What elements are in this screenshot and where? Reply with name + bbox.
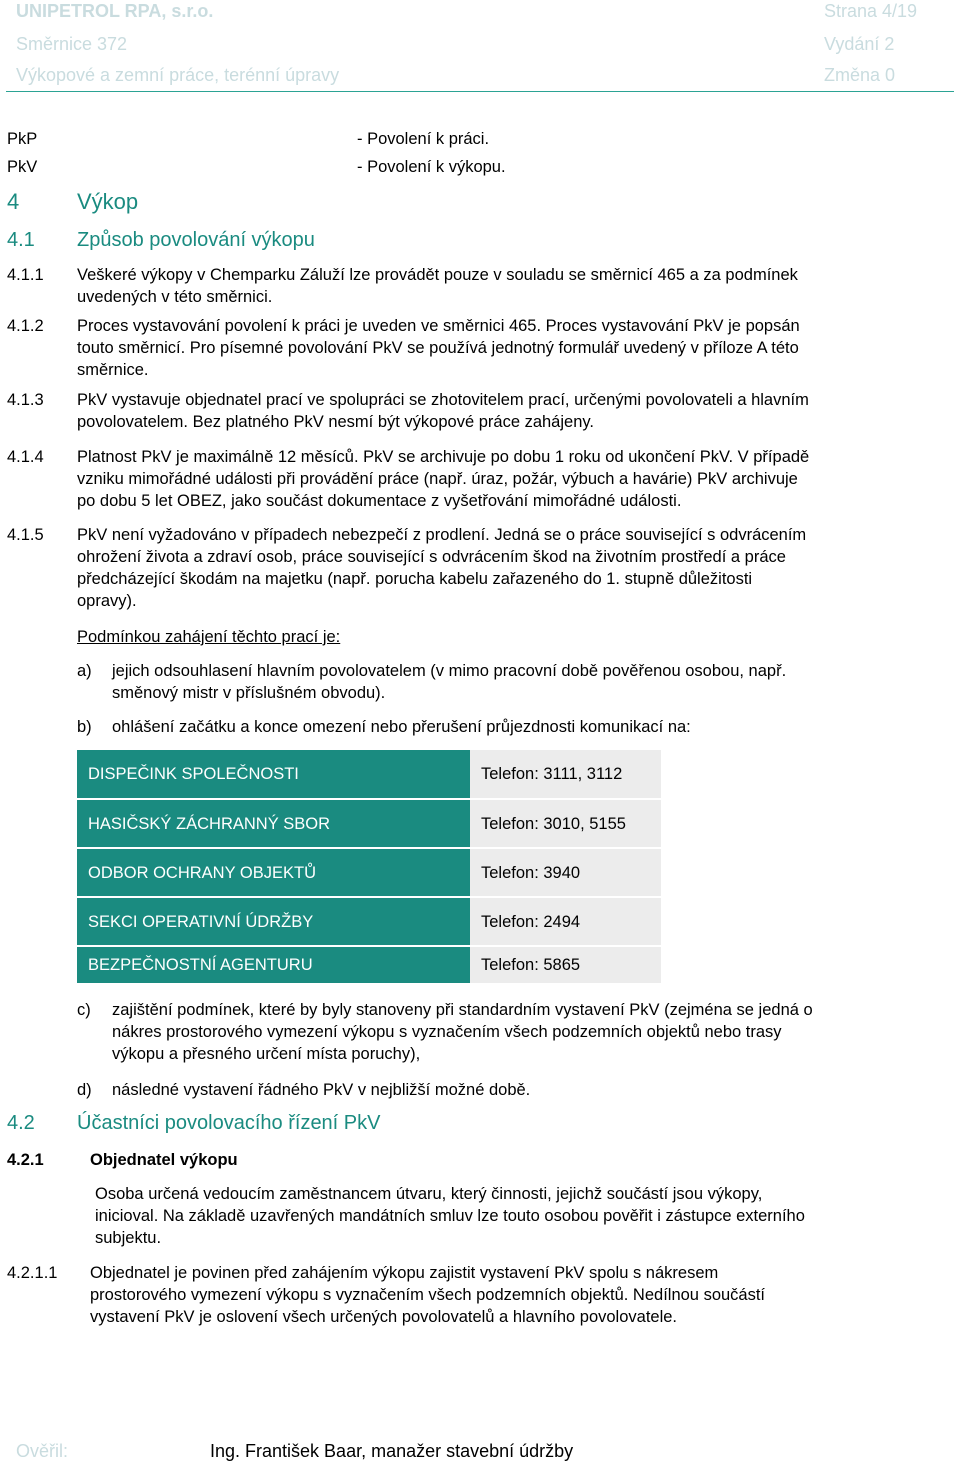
text-line: Osoba určená vedoucím zaměstnancem útvaru, který činnosti, jejichž součástí jsou výkopy, — [95, 1185, 763, 1203]
text-line: zajištění podmínek, které by byly stanoveny při standardním vystavení PkV (zejména se jedná o — [112, 1001, 813, 1019]
text-line: opravy). — [77, 592, 137, 610]
contact-phone: Telefon: 2494 — [470, 897, 661, 946]
para-4-1-4-number: 4.1.4 — [7, 448, 44, 466]
para-4-2-1 — [95, 1183, 805, 1249]
table-row — [77, 848, 661, 897]
section-4-1-number: 4.1 — [7, 229, 35, 251]
directive-number: Směrnice 372 — [16, 34, 128, 54]
list-c-label: c) — [77, 1001, 91, 1019]
para-4-2-1-1 — [90, 1262, 765, 1328]
table-row — [77, 750, 661, 799]
section-4-2-number: 4.2 — [7, 1112, 35, 1134]
text-line: Objednatel je povinen před zahájením výkopu zajistit vystavení PkV spolu s nákresem — [90, 1264, 719, 1282]
text-line: PkV není vyžadováno v případech nebezpečí z prodlení. Jedná se o práce související s odvrácením — [77, 526, 807, 544]
para-4-1-5-number: 4.1.5 — [7, 526, 44, 544]
contact-name: HASIČSKÝ ZÁCHRANNÝ SBOR — [77, 799, 470, 848]
abbr-pkv: PkV — [7, 158, 38, 176]
list-a-label: a) — [77, 662, 92, 680]
section-4-number: 4 — [7, 189, 20, 214]
text-line: směnový mistr v příslušném obvodu). — [112, 684, 386, 702]
company-name: UNIPETROL RPA, s.r.o. — [16, 1, 214, 21]
abbr-pkp-desc: - Povolení k práci. — [357, 130, 490, 148]
text-line: nákres prostorového vymezení výkopu s vyznačením všech podzemních objektů nebo trasy — [112, 1023, 782, 1041]
text-line: Veškeré výkopy v Chemparku Záluží lze provádět pouze v souladu se směrnicí 465 a za podmínek — [77, 266, 798, 284]
text-line: povolovatelem. Bez platného PkV nesmí být výkopové práce zahájeny. — [77, 413, 594, 431]
para-4-1-3 — [77, 389, 947, 433]
footer-label: Ověřil: — [16, 1441, 69, 1461]
list-a-text — [112, 660, 786, 704]
contact-phone: Telefon: 3940 — [470, 848, 661, 897]
list-c-text — [112, 999, 813, 1065]
para-4-1-2 — [77, 315, 947, 381]
text-line: Proces vystavování povolení k práci je uveden ve směrnici 465. Proces vystavování PkV je popsán — [77, 317, 800, 335]
section-4-1-title: Způsob povolování výkopu — [77, 229, 315, 251]
para-4-1-2-number: 4.1.2 — [7, 317, 44, 335]
text-line: subjektu. — [95, 1229, 162, 1247]
table-row — [77, 799, 661, 848]
contacts-table — [77, 750, 661, 985]
contact-name: ODBOR OCHRANY OBJEKTŮ — [77, 848, 470, 897]
text-line: touto směrnicí. Pro písemné povolování PkV se používá jednotný formulář uvedený v příloze A této — [77, 339, 799, 357]
para-4-1-5 — [77, 524, 947, 612]
para-4-1-3-number: 4.1.3 — [7, 391, 44, 409]
text-line: PkV vystavuje objednatel prací ve spolupráci se zhotovitelem prací, určenými povolovateli a hlavním — [77, 391, 809, 409]
edition: Vydání 2 — [824, 34, 895, 54]
abbr-pkp: PkP — [7, 130, 38, 148]
contact-name: DISPEČINK SPOLEČNOSTI — [77, 750, 470, 799]
text-line: ohrožení života a zdraví osob, práce související s odvrácením škod na životním prostředí a práce — [77, 548, 786, 566]
text-line: vystavení PkV je oslovení všech určených povolovatelů a hlavního povolovatele. — [90, 1308, 678, 1326]
para-4-1-4 — [77, 446, 947, 512]
text-line: jejich odsouhlasení hlavním povolovatelem (v mimo pracovní době pověřenou osobou, např. — [112, 662, 787, 680]
section-4-2-1-number: 4.2.1 — [7, 1151, 44, 1169]
section-4-2-1-title: Objednatel výkopu — [90, 1151, 238, 1169]
document-subject: Výkopové a zemní práce, terénní úpravy — [16, 65, 340, 85]
text-line: předcházející škodám na majetku (např. porucha kabelu zařazeného do 1. stupně důležitosti — [77, 570, 753, 588]
table-row — [77, 946, 661, 984]
list-b-text: ohlášení začátku a konce omezení nebo přerušení průjezdnosti komunikací na: — [112, 718, 691, 736]
text-line: Platnost PkV je maximálně 12 měsíců. PkV se archivuje po dobu 1 roku od ukončení PkV. V případě — [77, 448, 810, 466]
contact-name: BEZPEČNOSTNÍ AGENTURU — [77, 946, 470, 984]
contact-phone: Telefon: 3010, 5155 — [470, 799, 661, 848]
change-number: Změna 0 — [824, 65, 896, 85]
page-number: Strana 4/19 — [824, 1, 918, 21]
text-line: uvedených v této směrnici. — [77, 288, 273, 306]
section-4-2-title: Účastníci povolovacího řízení PkV — [77, 1112, 381, 1134]
list-d-label: d) — [77, 1081, 92, 1099]
text-line: vzniku mimořádné události při provádění práce (např. úraz, požár, výbuch a havárie) PkV archivuje — [77, 470, 798, 488]
condition-heading: Podmínkou zahájení těchto prací je: — [77, 628, 341, 646]
text-line: směrnice. — [77, 361, 149, 379]
text-line: výkopu a přesného určení místa poruchy), — [112, 1045, 421, 1063]
header-divider — [6, 91, 954, 92]
contact-name: SEKCI OPERATIVNÍ ÚDRŽBY — [77, 897, 470, 946]
section-4-title: Výkop — [77, 189, 139, 214]
para-4-2-1-1-number: 4.2.1.1 — [7, 1264, 58, 1282]
footer-verifier: Ing. František Baar, manažer stavební údržby — [210, 1441, 574, 1461]
contact-phone: Telefon: 3111, 3112 — [470, 750, 661, 799]
contact-phone: Telefon: 5865 — [470, 946, 661, 984]
abbr-pkv-desc: - Povolení k výkopu. — [357, 158, 506, 176]
para-4-1-1-number: 4.1.1 — [7, 266, 44, 284]
list-b-label: b) — [77, 718, 92, 736]
text-line: prostorového vymezení výkopu s vyznačením všech podzemních objektů. Nedílnou součástí — [90, 1286, 766, 1304]
list-d-text: následné vystavení řádného PkV v nejbližší možné době. — [112, 1081, 531, 1099]
text-line: po dobu 5 let OBEZ, jako součást dokumentace z vyšetřování mimořádné události. — [77, 492, 682, 510]
table-row — [77, 897, 661, 946]
text-line: inicioval. Na základě uzavřených mandátních smluv lze touto osobou pověřit i zástupce externího — [95, 1207, 805, 1225]
para-4-1-1 — [77, 264, 947, 308]
